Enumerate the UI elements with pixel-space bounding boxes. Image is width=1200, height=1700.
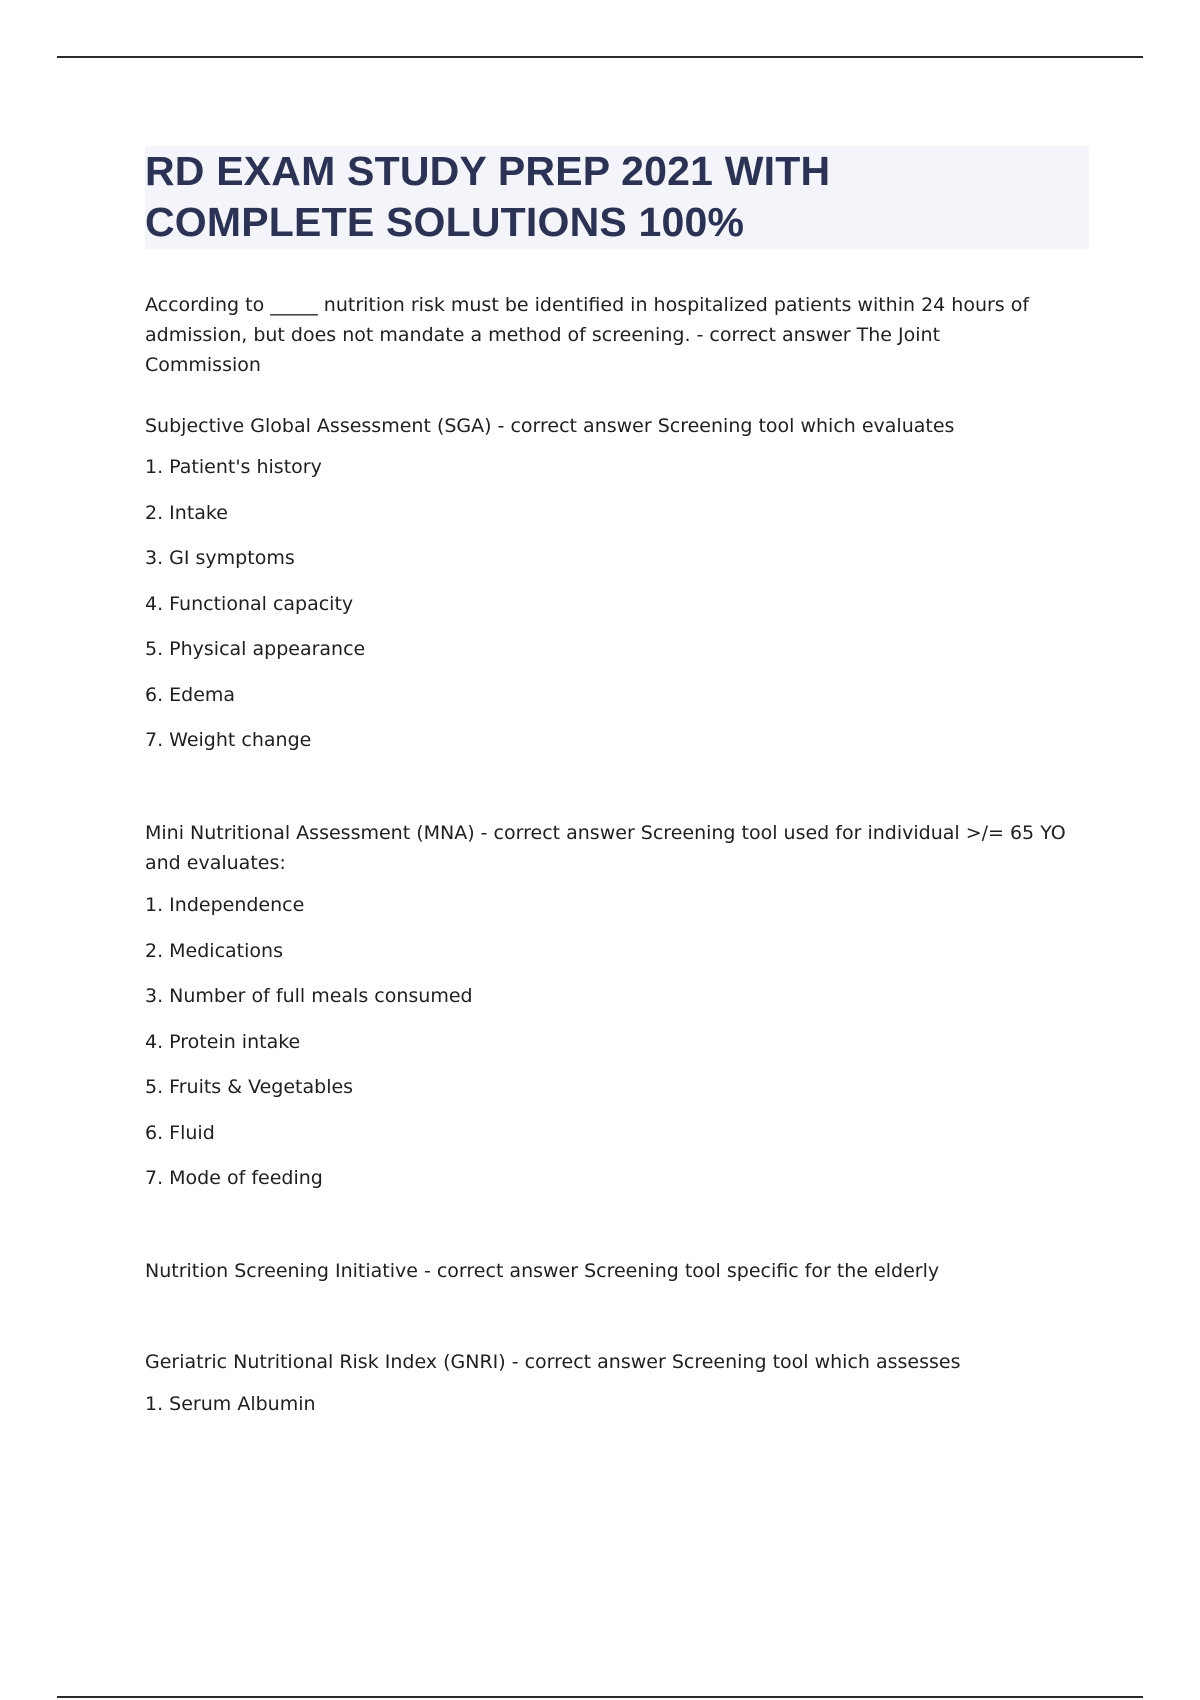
question-gnri: Geriatric Nutritional Risk Index (GNRI) - correct answer Screening tool which assesses <box>145 1351 961 1373</box>
question-sga: Subjective Global Assessment (SGA) - correct answer Screening tool which evaluates <box>145 415 955 437</box>
list-item: 7. Weight change <box>145 729 312 751</box>
list-item: 5. Physical appearance <box>145 638 366 660</box>
list-item: 1. Independence <box>145 894 305 916</box>
top-rule <box>57 56 1143 58</box>
list-item: 6. Fluid <box>145 1122 215 1144</box>
bottom-rule <box>57 1696 1143 1698</box>
list-item: 5. Fruits & Vegetables <box>145 1076 354 1098</box>
list-item: 4. Protein intake <box>145 1031 301 1053</box>
title-line-1: RD EXAM STUDY PREP 2021 WITH <box>145 148 831 194</box>
document-title <box>145 146 1089 248</box>
title-line-2: COMPLETE SOLUTIONS 100% <box>145 199 745 245</box>
title-banner <box>145 146 1089 249</box>
question-nsi: Nutrition Screening Initiative - correct answer Screening tool specific for the elderly <box>145 1260 940 1282</box>
list-item: 7. Mode of feeding <box>145 1167 323 1189</box>
list-item: 3. Number of full meals consumed <box>145 985 473 1007</box>
list-item: 2. Medications <box>145 940 283 962</box>
list-item: 1. Serum Albumin <box>145 1393 316 1415</box>
list-item: 6. Edema <box>145 684 236 706</box>
list-item: 3. GI symptoms <box>145 547 295 569</box>
list-item: 1. Patient's history <box>145 456 322 478</box>
question-joint-commission: According to _____ nutrition risk must be identified in hospitalized patients within 24 hours of admission, but does not mandate a method of screening. - correct answer The Joint Commission <box>145 294 1030 376</box>
list-item: 4. Functional capacity <box>145 593 354 615</box>
list-item: 2. Intake <box>145 502 228 524</box>
question-mna: Mini Nutritional Assessment (MNA) - correct answer Screening tool used for individual >/= 65 YO and evaluates: <box>145 822 1066 874</box>
